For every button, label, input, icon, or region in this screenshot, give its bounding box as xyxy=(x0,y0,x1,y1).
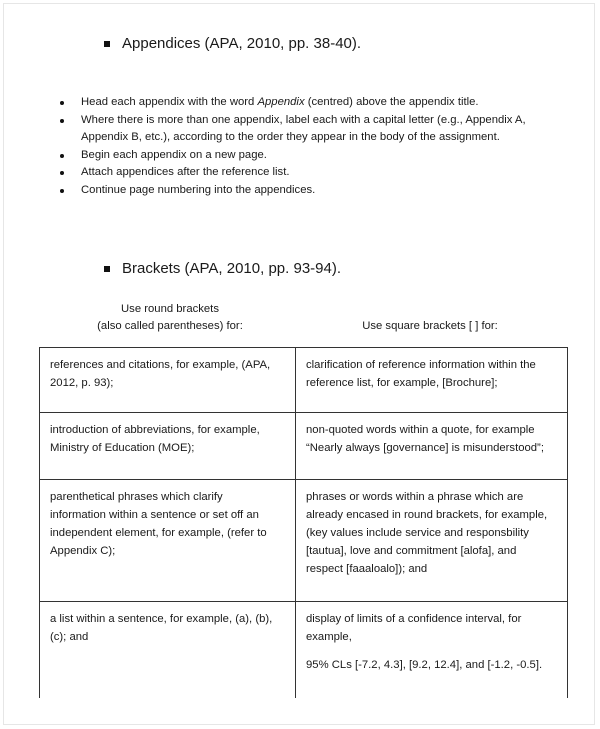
square-cell: clarification of reference information within the reference list, for example, [Brochure]; xyxy=(296,348,568,413)
appendices-heading-text: Appendices (APA, 2010, pp. 38-40). xyxy=(122,35,362,52)
appendices-bullet-list xyxy=(60,94,560,199)
list-item: Where there is more than one appendix, label each with a capital letter (e.g., Appendix A, Appendix B, etc.), according to the order they appear in the body of the assignment. xyxy=(60,112,560,147)
round-cell: parenthetical phrases which clarify information within a sentence or set off an independent element, for example, (refer to Appendix C); xyxy=(40,480,296,602)
list-item: Attach appendices after the reference list. xyxy=(60,164,560,182)
bullet-icon xyxy=(60,119,64,123)
bullet-icon xyxy=(60,101,64,105)
round-brackets-column-header: Use round brackets (also called parentheses) for: xyxy=(97,303,243,332)
bullet-icon xyxy=(60,189,64,193)
brackets-heading xyxy=(104,260,341,277)
bullet-icon xyxy=(60,154,64,158)
round-cell: introduction of abbreviations, for example, Ministry of Education (MOE); xyxy=(40,413,296,480)
table-row xyxy=(40,413,568,480)
square-brackets-column-header: Use square brackets [ ] for: xyxy=(362,320,498,332)
list-item: Begin each appendix on a new page. xyxy=(60,147,560,165)
brackets-heading-text: Brackets (APA, 2010, pp. 93-94). xyxy=(122,260,342,277)
list-item: Head each appendix with the word Appendix (centred) above the appendix title. xyxy=(60,94,560,112)
table-row xyxy=(40,602,568,698)
round-cell: references and citations, for example, (APA, 2012, p. 93); xyxy=(40,348,296,413)
appendices-heading xyxy=(104,35,361,52)
bullet-icon xyxy=(60,171,64,175)
square-bullet-icon xyxy=(104,266,110,272)
square-bullet-icon xyxy=(104,41,110,47)
list-item: Continue page numbering into the appendices. xyxy=(60,182,560,200)
square-cell: non-quoted words within a quote, for example “Nearly always [governance] is misunderstood”; xyxy=(296,413,568,480)
brackets-table xyxy=(39,347,568,698)
square-cell: display of limits of a confidence interval, for example, 95% CLs [-7.2, 4.3], [9.2, 12.4], and [-1.2, -0.5]. xyxy=(296,602,568,698)
square-cell: phrases or words within a phrase which are already encased in round brackets, for example, (key values include service and responsbility [tautua], love and commitment [alofa], and respect [faaaloalo]); and xyxy=(296,480,568,602)
table-row xyxy=(40,480,568,602)
table-row xyxy=(40,348,568,413)
round-cell: a list within a sentence, for example, (a), (b), (c); and xyxy=(40,602,296,698)
